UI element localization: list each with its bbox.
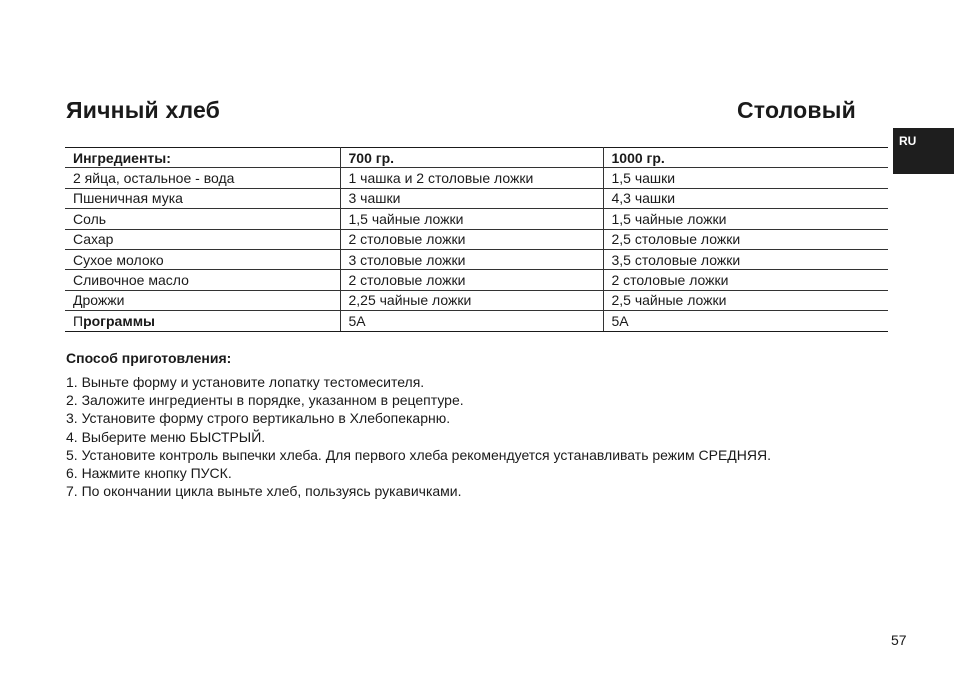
amount-700-cell: 3 чашки	[340, 188, 603, 208]
table-header-row	[65, 148, 888, 168]
ingredients-table	[65, 147, 888, 332]
table-row	[65, 229, 888, 249]
method-step: 7. По окончании цикла выньте хлеб, пользуясь рукавичками.	[66, 483, 462, 500]
amount-1000-cell: 1,5 чашки	[603, 168, 888, 188]
table-row	[65, 188, 888, 208]
programs-label-prefix: П	[73, 312, 84, 329]
method-step: 2. Заложите ингредиенты в порядке, указанном в рецептуре.	[66, 392, 464, 409]
amount-1000-cell: 4,3 чашки	[603, 188, 888, 208]
amount-1000-cell: 2 столовые ложки	[603, 270, 888, 290]
method-step: 3. Установите форму строго вертикально в Хлебопекарню.	[66, 410, 451, 427]
table-row	[65, 270, 888, 290]
ingredient-cell: Сливочное масло	[65, 270, 340, 290]
ingredient-cell: Сахар	[65, 229, 340, 249]
ingredient-cell: Пшеничная мука	[65, 188, 340, 208]
programs-label-rest: рограммы	[83, 312, 156, 329]
programs-row	[65, 311, 888, 331]
language-tab	[893, 128, 954, 174]
header-700g: 700 гр.	[340, 148, 603, 168]
amount-700-cell: 2,25 чайные ложки	[340, 290, 603, 310]
ingredient-cell: 2 яйца, остальное - вода	[65, 168, 340, 188]
program-700-cell: 5А	[340, 311, 603, 331]
program-1000-cell: 5А	[603, 311, 888, 331]
method-step: 1. Выньте форму и установите лопатку тестомесителя.	[66, 374, 425, 390]
recipe-title: Яичный хлеб	[66, 97, 221, 123]
amount-1000-cell: 3,5 столовые ложки	[603, 249, 888, 269]
header-ingredients: Ингредиенты:	[65, 148, 340, 168]
ingredient-cell: Сухое молоко	[65, 249, 340, 269]
amount-1000-cell: 2,5 столовые ложки	[603, 229, 888, 249]
amount-700-cell: 3 столовые ложки	[340, 249, 603, 269]
amount-700-cell: 2 столовые ложки	[340, 229, 603, 249]
ingredient-cell: Дрожжи	[65, 290, 340, 310]
header-1000g: 1000 гр.	[603, 148, 888, 168]
method-title: Способ приготовления:	[66, 350, 232, 366]
amount-700-cell: 1,5 чайные ложки	[340, 209, 603, 229]
amount-700-cell: 2 столовые ложки	[340, 270, 603, 290]
section-title: Столовый	[737, 97, 856, 123]
programs-label-cell	[65, 311, 340, 331]
amount-700-cell: 1 чашка и 2 столовые ложки	[340, 168, 603, 188]
method-step: 6. Нажмите кнопку ПУСК.	[66, 465, 232, 482]
language-tab-label: RU	[899, 134, 917, 148]
amount-1000-cell: 2,5 чайные ложки	[603, 290, 888, 310]
method-steps-list	[66, 373, 771, 500]
method-step: 5. Установите контроль выпечки хлеба. Для первого хлеба рекомендуется устанавливать режим СРЕДНЯЯ.	[66, 446, 771, 463]
page-number: 57	[891, 632, 907, 648]
ingredient-cell: Соль	[65, 209, 340, 229]
method-step: 4. Выберите меню БЫСТРЫЙ.	[66, 428, 266, 445]
table-row	[65, 168, 888, 188]
table-row	[65, 209, 888, 229]
table-row	[65, 249, 888, 269]
amount-1000-cell: 1,5 чайные ложки	[603, 209, 888, 229]
table-row	[65, 290, 888, 310]
